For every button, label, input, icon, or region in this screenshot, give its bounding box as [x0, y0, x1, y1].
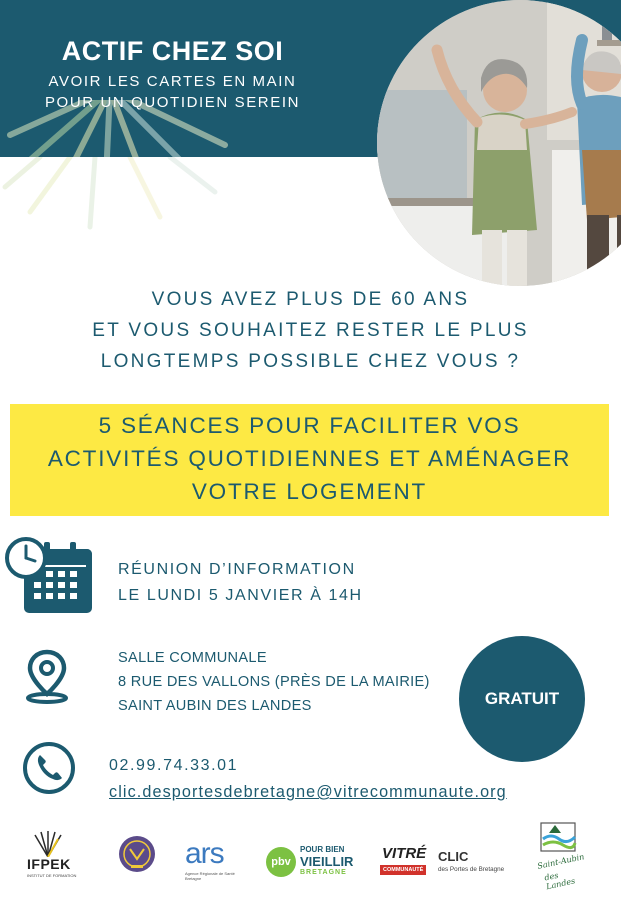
- pbv-mark: pbv: [266, 847, 296, 877]
- ifpek-logo: [25, 831, 95, 891]
- ifpek-burst-icon: [33, 831, 63, 857]
- subtitle-line-1: AVOIR LES CARTES EN MAIN: [48, 73, 297, 90]
- phone-number[interactable]: 02.99.74.33.01: [109, 757, 239, 774]
- ars-wordmark: ars: [185, 837, 224, 870]
- gratuit-badge: [459, 636, 585, 762]
- location-pin-icon: [22, 648, 72, 704]
- clock-icon: [4, 536, 48, 580]
- question-line-1: VOUS AVEZ PLUS DE 60 ANS: [151, 289, 470, 310]
- partner-logos: [0, 815, 621, 902]
- pbv-line-2: VIEILLIR: [300, 854, 354, 869]
- ars-subtitle: Agence Régionale de Santé Bretagne: [185, 871, 235, 881]
- question-line-2: ET VOUS SOUHAITEZ RESTER LE PLUS: [92, 320, 529, 341]
- phone-icon: [21, 740, 77, 796]
- saint-aubin-logo: [533, 821, 588, 891]
- highlight-line-2: ACTIVITÉS QUOTIDIENNES ET AMÉNAGER: [47, 446, 572, 471]
- highlight-line-1: 5 SÉANCES POUR FACILITER VOS: [98, 413, 521, 438]
- pbv-line-3: BRETAGNE: [300, 869, 347, 876]
- page-title: ACTIF CHEZ SOI: [61, 36, 284, 66]
- clic-subtitle: des Portes de Bretagne: [438, 866, 505, 873]
- ifpek-subtitle: INSTITUT DE FORMATION: [27, 873, 77, 878]
- ifpek-name: IFPEK: [27, 856, 71, 872]
- saint-aubin-line-1: Saint-Aubin: [536, 852, 586, 871]
- meeting-title: RÉUNION D’INFORMATION: [118, 561, 356, 578]
- subtitle-line-2: POUR UN QUOTIDIEN SEREIN: [44, 94, 301, 111]
- clic-wordmark: CLIC: [438, 849, 469, 864]
- gratuit-label: GRATUIT: [484, 689, 560, 708]
- question-line-3: LONGTEMPS POSSIBLE CHEZ VOUS ?: [100, 351, 521, 372]
- clic-logo: [438, 849, 520, 883]
- vitre-subtitle: COMMUNAUTÉ: [380, 865, 426, 875]
- location-line-1: SALLE COMMUNALE: [118, 650, 267, 666]
- location-line-3: SAINT AUBIN DES LANDES: [118, 698, 312, 714]
- sessions-highlight-box: [10, 404, 609, 516]
- ars-logo: [185, 837, 245, 887]
- pbv-logo: [266, 845, 362, 885]
- sunburst-rays: [0, 157, 240, 247]
- vitre-wordmark: VITRÉ: [382, 845, 427, 862]
- meeting-date: LE LUNDI 5 JANVIER À 14H: [118, 587, 363, 604]
- location-line-2: 8 RUE DES VALLONS (PRÈS DE LA MAIRIE): [118, 674, 430, 690]
- pbv-line-1: POUR BIEN: [300, 845, 345, 854]
- email-link[interactable]: clic.desportesdebretagne@vitrecommunaute.org: [109, 783, 507, 801]
- vitre-logo: [380, 843, 430, 883]
- seal-logo: [118, 835, 156, 873]
- highlight-line-3: VOTRE LOGEMENT: [191, 479, 428, 504]
- saint-aubin-emblem-icon: [539, 821, 577, 853]
- saint-aubin-line-2: des Landes: [543, 870, 576, 892]
